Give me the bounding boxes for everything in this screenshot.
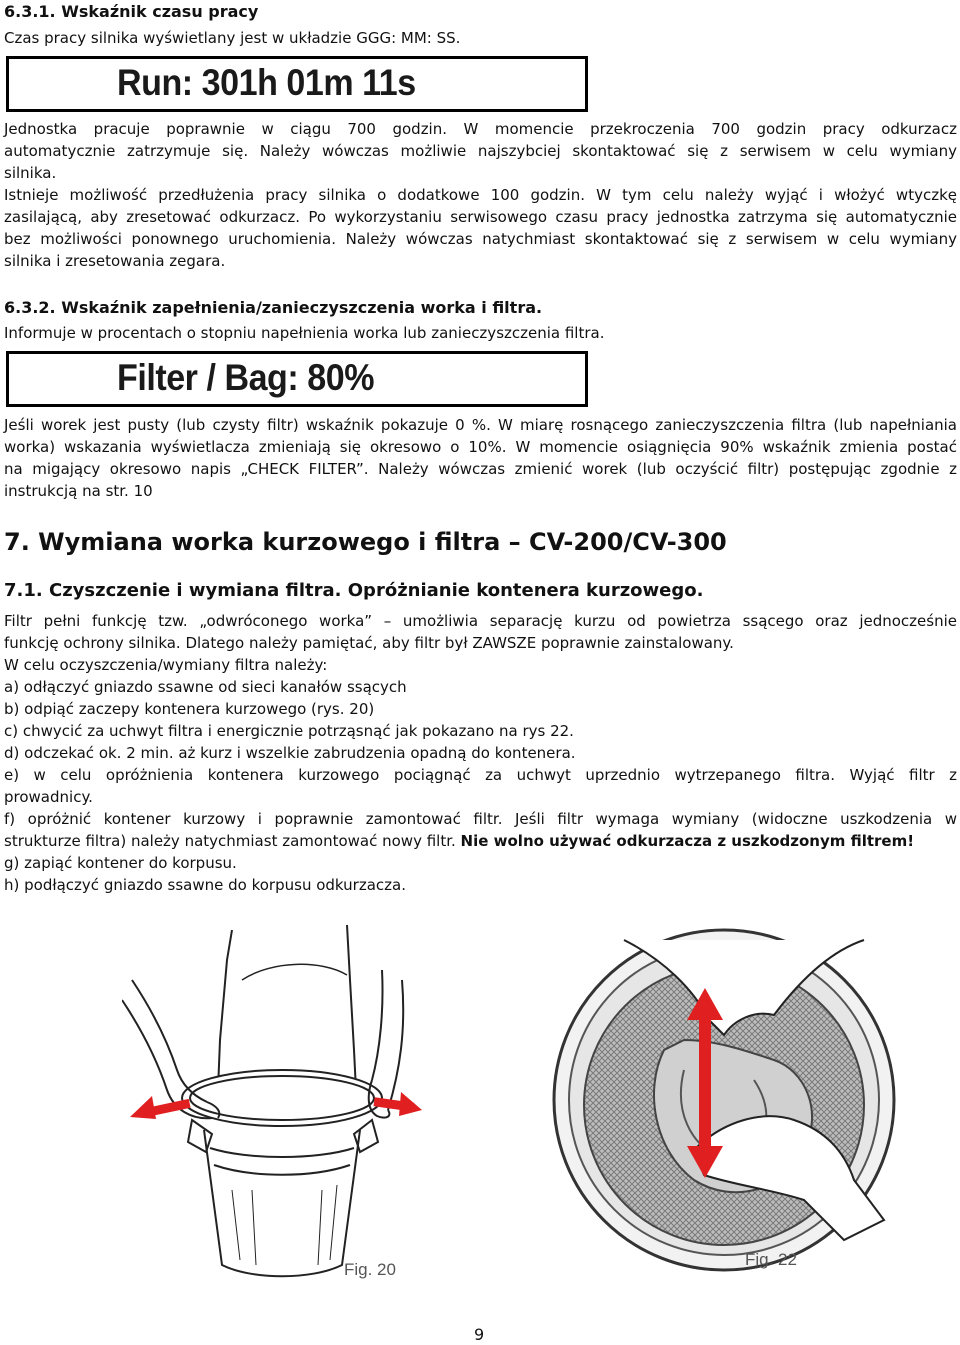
paragraph-line: Jednostka pracuje poprawnie w ciągu 700 godzin. W momencie przekroczenia 700 godzin pracy odkurzacz — [4, 120, 957, 138]
paragraph-line: silnika. — [4, 164, 57, 182]
figure-22-caption: Fig. 22 — [745, 1250, 797, 1269]
shaking-filter-illustration — [524, 920, 954, 1290]
section-heading-632: 6.3.2. Wskaźnik zapełnienia/zanieczyszczenia worka i filtra. — [4, 298, 543, 317]
list-item: g) zapiąć kontener do korpusu. — [4, 854, 237, 872]
paragraph-line: Informuje w procentach o stopniu napełnienia worka lub zanieczyszczenia filtra. — [4, 324, 605, 342]
paragraph-line: Jeśli worek jest pusty (lub czysty filtr) wskaźnik pokazuje 0 %. W miarę rosnącego zanieczyszczenia filtra (lub napełniania — [4, 416, 957, 434]
section-heading-71: 7.1. Czyszczenie i wymiana filtra. Opróżnianie kontenera kurzowego. — [4, 580, 704, 601]
list-item: f) opróżnić kontener kurzowy i poprawnie zamontować filtr. Jeśli filtr wymaga wymiany (widoczne uszkodzenia w — [4, 810, 957, 828]
figure-20 — [122, 920, 422, 1290]
list-item: prowadnicy. — [4, 788, 93, 806]
container-clips-illustration — [122, 920, 422, 1290]
filter-paragraph — [4, 414, 957, 502]
section-heading-631: 6.3.1. Wskaźnik czasu pracy — [4, 2, 259, 21]
run-time-paragraph-2 — [4, 184, 957, 272]
paragraph-line: Filtr pełni funkcję tzw. „odwróconego worka” – umożliwia separację kurzu od powietrza ssącego oraz jednocześnie — [4, 612, 957, 630]
filter-intro — [4, 322, 957, 344]
list-item: c) chwycić za uchwyt filtra i energicznie potrząsnąć jak pokazano na rys 22. — [4, 722, 574, 740]
page-number: 9 — [474, 1325, 485, 1344]
steps-title: W celu oczyszczenia/wymiany filtra należy: — [4, 656, 328, 674]
display-text: Filter / Bag: 80% — [117, 357, 375, 398]
paragraph-line: Czas pracy silnika wyświetlany jest w układzie GGG: MM: SS. — [4, 29, 461, 47]
list-item: h) podłączyć gniazdo ssawne do korpusu odkurzacza. — [4, 876, 406, 894]
list-item — [4, 830, 957, 852]
figure-20-caption: Fig. 20 — [344, 1260, 396, 1279]
list-item: b) odpiąć zaczepy kontenera kurzowego (rys. 20) — [4, 700, 375, 718]
list-item: a) odłączyć gniazdo ssawne od sieci kanałów ssących — [4, 678, 407, 696]
chapter-heading-7: 7. Wymiana worka kurzowego i filtra – CV-200/CV-300 — [4, 528, 727, 556]
filter-bag-display — [6, 351, 588, 407]
paragraph-line: bez możliwości ponownego uruchomienia. Należy wówczas natychmiast skontaktować się z serwisem w celu wymiany — [4, 230, 957, 248]
run-time-display — [6, 56, 588, 112]
paragraph-line: Istnieje możliwość przedłużenia pracy silnika o dodatkowe 100 godzin. W tym celu należy wyjąć i włożyć wtyczkę — [4, 186, 957, 204]
paragraph-line: worka) wskazania wyświetlacza zmieniają się okresowo o 10%. W momencie osiągnięcia 90% wskaźnik zmienia postać — [4, 438, 957, 456]
paragraph-line: instrukcją na str. 10 — [4, 482, 153, 500]
list-item: d) odczekać ok. 2 min. aż kurz i wszelkie zabrudzenia opadną do kontenera. — [4, 744, 576, 762]
run-time-intro — [4, 27, 957, 49]
list-item: e) w celu opróżnienia kontenera kurzowego pociągnąć za uchwyt uprzednio wytrzepanego filtra. Wyjąć filtr z — [4, 766, 957, 784]
figure-22 — [524, 920, 954, 1290]
paragraph-line: funkcję ochrony silnika. Dlatego należy pamiętać, aby filtr był ZAWSZE poprawnie zainstalowany. — [4, 634, 734, 652]
steps-list — [4, 654, 957, 896]
paragraph-line: automatycznie zatrzymuje się. Należy wówczas możliwie najszybciej skontaktować się z serwisem w celu wymiany — [4, 142, 957, 160]
warning-text: Nie wolno używać odkurzacza z uszkodzonym filtrem! — [460, 832, 915, 850]
paragraph-line: zasilającą, aby zresetować odkurzacz. Po wykorzystaniu serwisowego czasu pracy jednostka zatrzyma się automatycznie — [4, 208, 957, 226]
paragraph-line: na migający okresowo napis „CHECK FILTER”. Należy wówczas zmienić worek (lub oczyścić filtr) postępując zgodnie z — [4, 460, 957, 478]
list-item-text: strukturze filtra) należy natychmiast zamontować nowy filtr. — [4, 832, 456, 850]
filter-maintenance-intro — [4, 610, 957, 654]
display-text: Run: 301h 01m 11s — [117, 62, 416, 103]
paragraph-line: silnika i zresetowania zegara. — [4, 252, 226, 270]
run-time-paragraph-1 — [4, 118, 957, 184]
